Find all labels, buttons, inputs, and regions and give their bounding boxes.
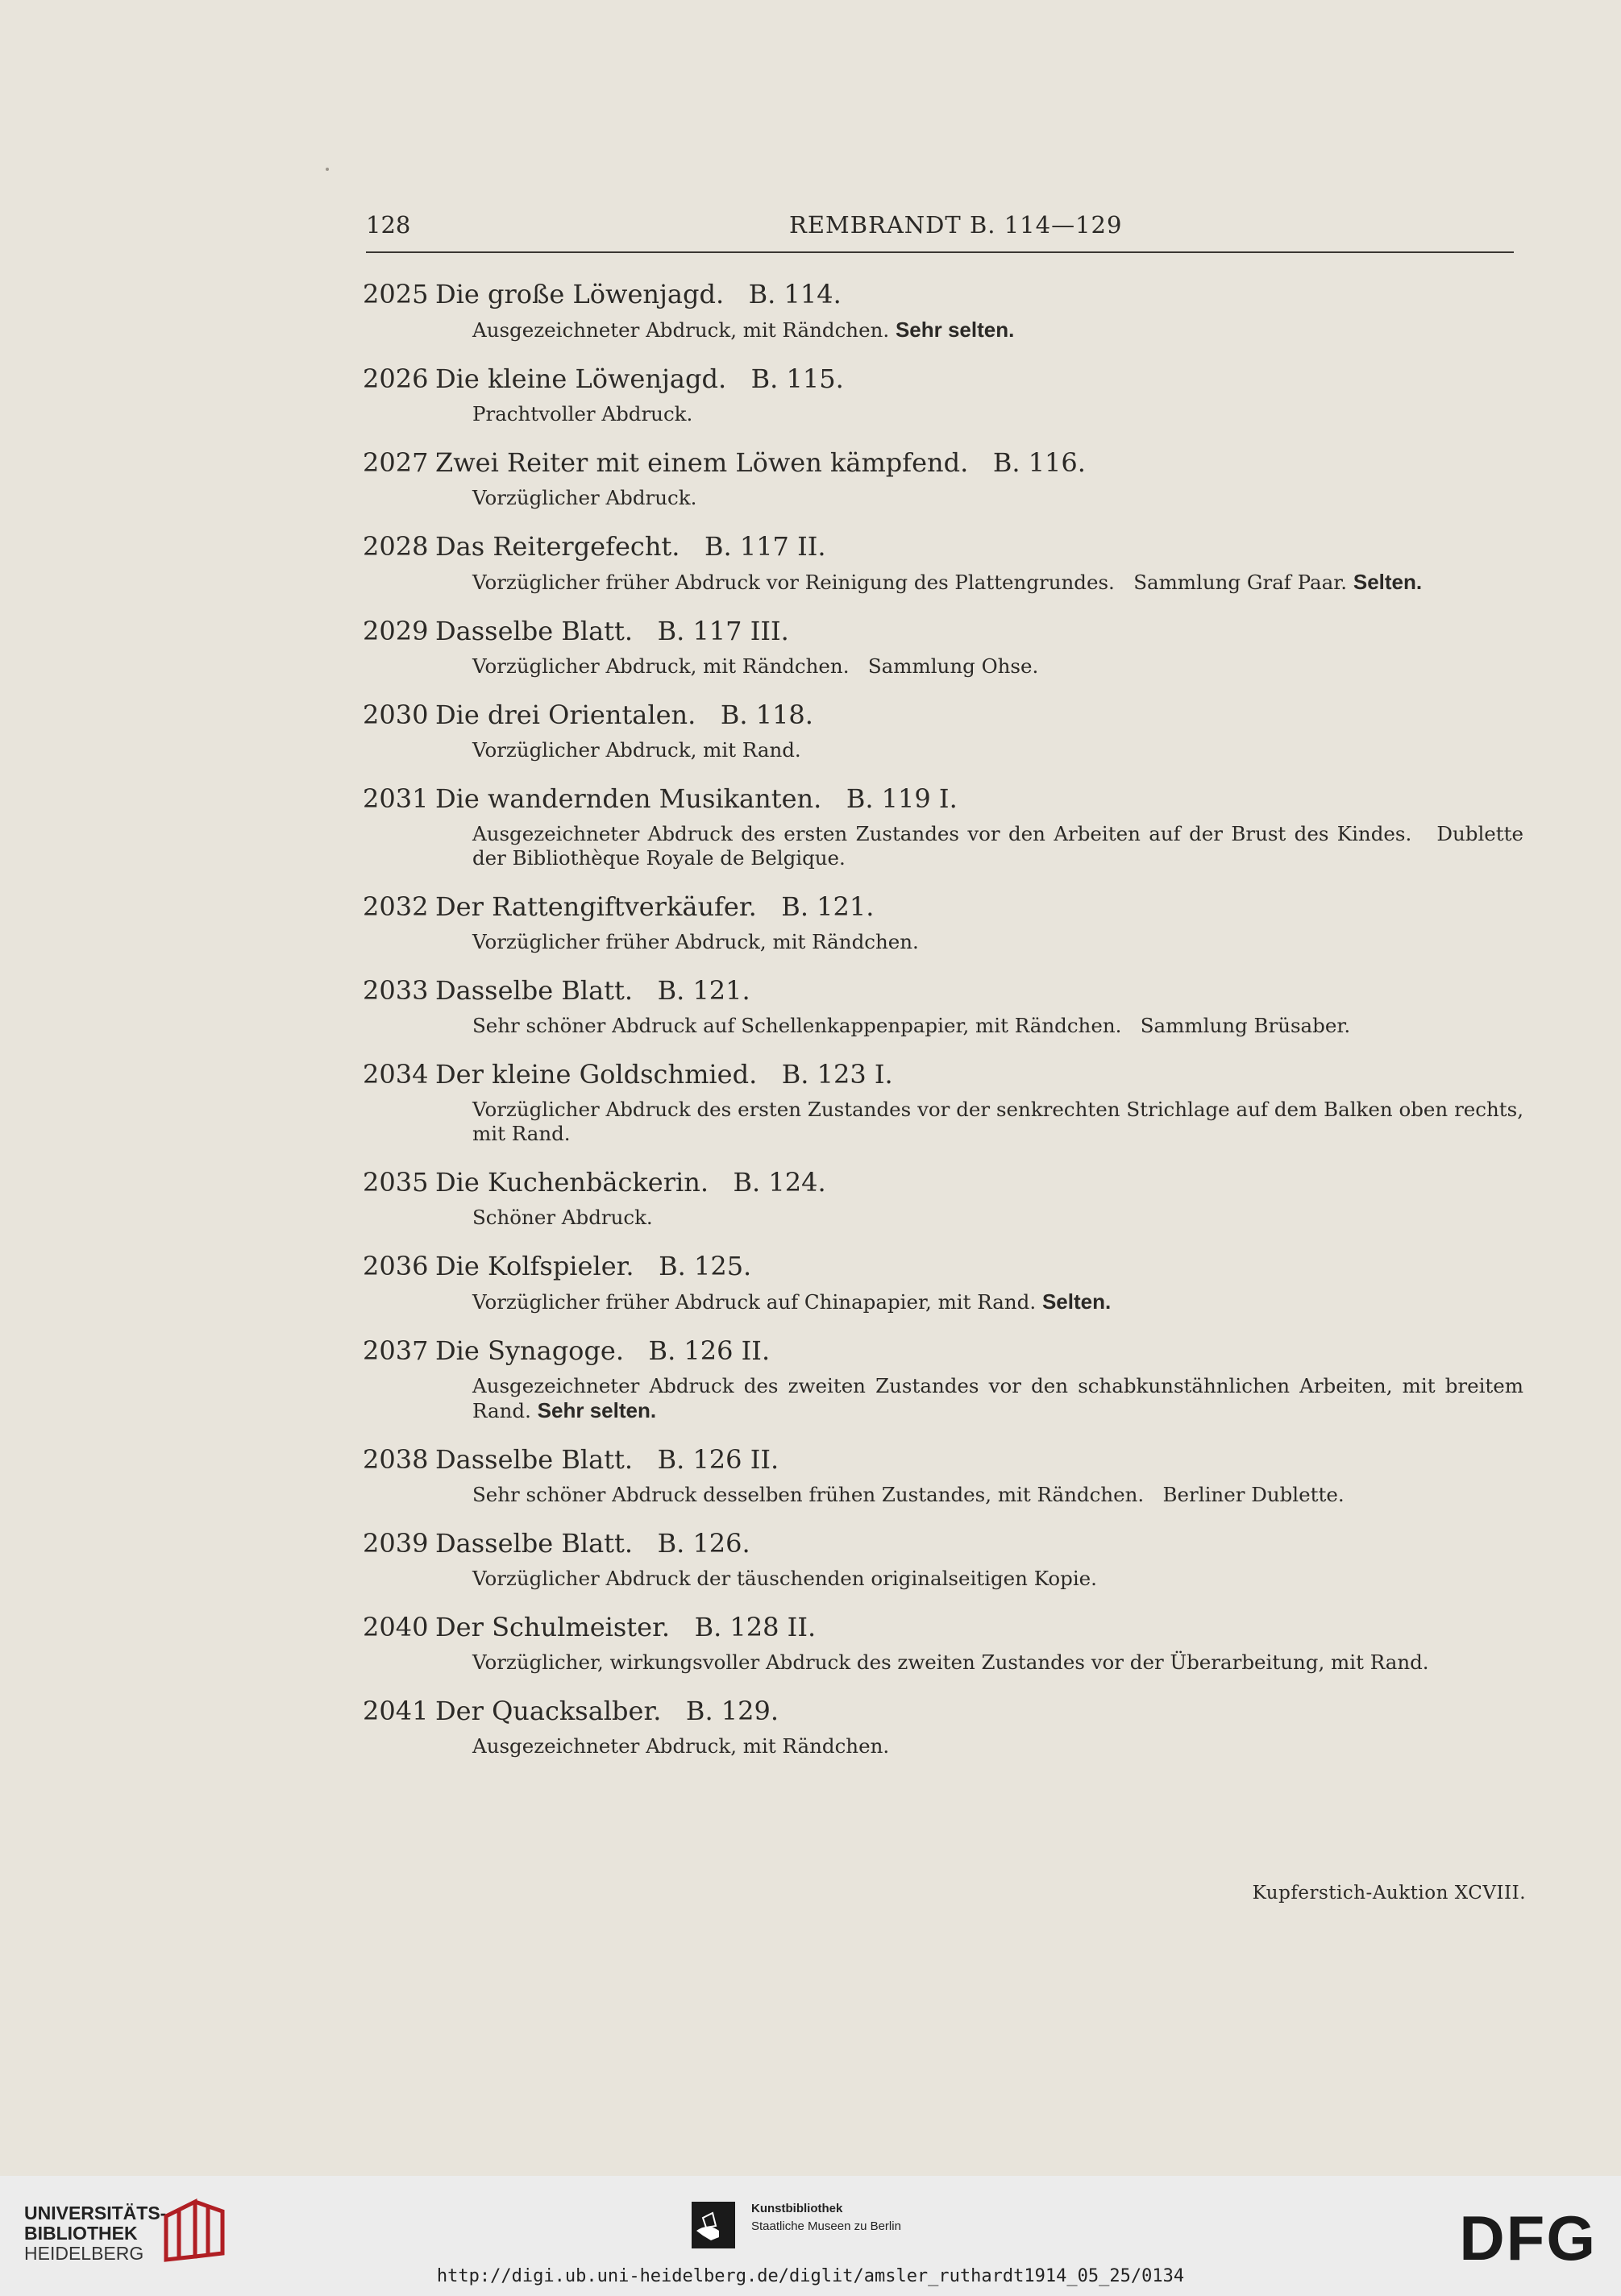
lot-number: 2041 [363, 1696, 429, 1726]
entry-description [472, 1289, 1532, 1314]
catalogue-entry [363, 1332, 1532, 1423]
entry-title: Die Synagoge. B. 126 II. [435, 1335, 771, 1366]
entry-title: Der Schulmeister. B. 128 II. [435, 1612, 817, 1642]
entry-description [472, 1567, 1532, 1591]
catalogue-footer: Kupferstich-Auktion XCVIII. [1252, 1883, 1526, 1904]
entry-title: Der kleine Goldschmied. B. 123 I. [435, 1059, 893, 1090]
catalogue-entry [363, 696, 1532, 762]
page-header [366, 211, 1514, 250]
description-text: Vorzüglicher Abdruck. [472, 486, 697, 509]
description-text: Sehr schöner Abdruck auf Schellenkappenpapier, mit Rändchen. Sammlung Brüsaber. [472, 1014, 1351, 1037]
lot-number: 2035 [363, 1167, 429, 1198]
entry-description [472, 570, 1532, 595]
entry-title: Zwei Reiter mit einem Löwen kämpfend. B. 116. [435, 447, 1086, 478]
page-number: 128 [366, 211, 411, 239]
catalogue-entry [363, 1692, 1532, 1758]
entry-description [472, 1098, 1532, 1146]
catalogue-entries [363, 276, 1532, 1776]
entry-description [472, 1483, 1532, 1507]
description-text: Ausgezeichneter Abdruck, mit Rändchen. [472, 1734, 890, 1758]
entry-heading [363, 696, 1532, 733]
lot-number: 2036 [363, 1251, 429, 1281]
catalogue-entry [363, 1164, 1532, 1230]
permalink-url[interactable]: http://digi.ub.uni-heidelberg.de/diglit/amsler_ruthardt1914_05_25/0134 [436, 2266, 1185, 2286]
viewer-footer-bar [0, 2176, 1621, 2296]
entry-description [472, 486, 1532, 510]
entry-heading [363, 276, 1532, 313]
entry-heading [363, 972, 1532, 1009]
lot-number: 2031 [363, 783, 429, 814]
lot-number: 2039 [363, 1528, 429, 1559]
catalogue-entry [363, 1056, 1532, 1146]
lot-number: 2030 [363, 700, 429, 730]
entry-title: Das Reitergefecht. B. 117 II. [435, 531, 826, 562]
entry-heading [363, 360, 1532, 397]
description-text: Vorzüglicher früher Abdruck, mit Rändchen. [472, 930, 919, 953]
rarity-note: Selten. [1353, 570, 1423, 594]
kb-line-2: Staatliche Museen zu Berlin [751, 2219, 901, 2233]
lot-number: 2033 [363, 975, 429, 1006]
entry-heading [363, 1056, 1532, 1093]
entry-description [472, 654, 1532, 679]
description-text: Vorzüglicher früher Abdruck vor Reinigung des Plattengrundes. Sammlung Graf Paar. [472, 571, 1348, 594]
catalogue-entry [363, 780, 1532, 870]
library-line-2: BIBLIOTHEK [24, 2223, 138, 2244]
catalogue-entry [363, 528, 1532, 595]
entry-title: Die Kolfspieler. B. 125. [435, 1251, 752, 1281]
entry-description [472, 1734, 1532, 1758]
entry-title: Dasselbe Blatt. B. 121. [435, 975, 750, 1006]
description-text: Vorzüglicher früher Abdruck auf Chinapapier, mit Rand. [472, 1290, 1037, 1314]
dfg-logo[interactable]: DFG [1459, 2203, 1597, 2273]
catalogue-entry [363, 888, 1532, 954]
entry-description [472, 1650, 1532, 1675]
entry-title: Die große Löwenjagd. B. 114. [435, 279, 842, 309]
ub-heidelberg-logo-icon[interactable] [158, 2197, 227, 2263]
description-text: Prachtvoller Abdruck. [472, 402, 693, 426]
entry-heading [363, 1248, 1532, 1285]
entry-title: Die drei Orientalen. B. 118. [435, 700, 813, 730]
lot-number: 2040 [363, 1612, 429, 1642]
entry-heading [363, 1525, 1532, 1562]
entry-title: Der Quacksalber. B. 129. [435, 1696, 779, 1726]
catalogue-entry [363, 444, 1532, 510]
entry-heading [363, 888, 1532, 925]
catalogue-entry [363, 972, 1532, 1038]
entry-heading [363, 528, 1532, 565]
entry-description [472, 1374, 1532, 1423]
entry-title: Dasselbe Blatt. B. 126. [435, 1528, 750, 1559]
catalogue-entry [363, 1525, 1532, 1591]
rarity-note: Selten. [1041, 1289, 1112, 1314]
rarity-note: Sehr selten. [537, 1398, 657, 1422]
lot-number: 2027 [363, 447, 429, 478]
catalogue-entry [363, 276, 1532, 343]
description-text: Vorzüglicher, wirkungsvoller Abdruck des zweiten Zustandes vor der Überarbeitung, mit Rand. [472, 1650, 1429, 1674]
running-title: REMBRANDT B. 114—129 [789, 211, 1123, 239]
paper-speck [326, 168, 329, 171]
lot-number: 2025 [363, 279, 429, 309]
lot-number: 2034 [363, 1059, 429, 1090]
entry-heading [363, 1609, 1532, 1646]
entry-description [472, 318, 1532, 343]
description-text: Vorzüglicher Abdruck, mit Rand. [472, 738, 801, 762]
entry-description [472, 738, 1532, 762]
lot-number: 2029 [363, 616, 429, 646]
library-line-1: UNIVERSITÄTS- [24, 2203, 167, 2223]
entry-heading [363, 444, 1532, 481]
entry-title: Der Rattengiftverkäufer. B. 121. [435, 891, 875, 922]
kb-line-1: Kunstbibliothek [751, 2202, 843, 2215]
library-line-3: HEIDELBERG [24, 2243, 144, 2264]
description-text: Ausgezeichneter Abdruck des zweiten Zustandes vor den schabkunstähnlichen Arbeiten, mit breitem Rand. [472, 1374, 1530, 1422]
entry-heading [363, 1332, 1532, 1369]
description-text: Vorzüglicher Abdruck der täuschenden originalseitigen Kopie. [472, 1567, 1097, 1590]
entry-title: Die Kuchenbäckerin. B. 124. [435, 1167, 826, 1198]
rarity-note: Sehr selten. [895, 318, 1015, 342]
description-text: Schöner Abdruck. [472, 1206, 653, 1229]
description-text: Ausgezeichneter Abdruck, mit Rändchen. [472, 318, 890, 342]
entry-heading [363, 612, 1532, 650]
catalogue-entry [363, 612, 1532, 679]
entry-description [472, 402, 1532, 426]
entry-description [472, 822, 1532, 870]
header-rule [366, 251, 1514, 253]
lot-number: 2028 [363, 531, 429, 562]
catalogue-entry [363, 360, 1532, 426]
entry-heading [363, 1441, 1532, 1478]
catalogue-entry [363, 1248, 1532, 1314]
entry-description [472, 1206, 1532, 1230]
entry-title: Die kleine Löwenjagd. B. 115. [435, 363, 844, 394]
lot-number: 2037 [363, 1335, 429, 1366]
entry-title: Die wandernden Musikanten. B. 119 I. [435, 783, 958, 814]
entry-title: Dasselbe Blatt. B. 126 II. [435, 1444, 779, 1475]
entry-description [472, 1014, 1532, 1038]
catalogue-entry [363, 1609, 1532, 1675]
kunstbibliothek-icon [692, 2202, 735, 2248]
description-text: Ausgezeichneter Abdruck des ersten Zustandes vor den Arbeiten auf der Brust des Kindes. Dublette der Bibliothèque Royale de Belgique. [472, 822, 1530, 870]
lot-number: 2038 [363, 1444, 429, 1475]
description-text: Vorzüglicher Abdruck des ersten Zustandes vor der senkrechten Strichlage auf dem Balken oben rechts, mit Rand. [472, 1098, 1530, 1145]
entry-heading [363, 780, 1532, 817]
description-text: Sehr schöner Abdruck desselben frühen Zustandes, mit Rändchen. Berliner Dublette. [472, 1483, 1345, 1506]
catalogue-entry [363, 1441, 1532, 1507]
entry-heading [363, 1164, 1532, 1201]
entry-description [472, 930, 1532, 954]
description-text: Vorzüglicher Abdruck, mit Rändchen. Sammlung Ohse. [472, 654, 1039, 678]
entry-title: Dasselbe Blatt. B. 117 III. [435, 616, 789, 646]
lot-number: 2026 [363, 363, 429, 394]
entry-heading [363, 1692, 1532, 1729]
ub-heidelberg-logo-text[interactable] [24, 2203, 166, 2264]
lot-number: 2032 [363, 891, 429, 922]
